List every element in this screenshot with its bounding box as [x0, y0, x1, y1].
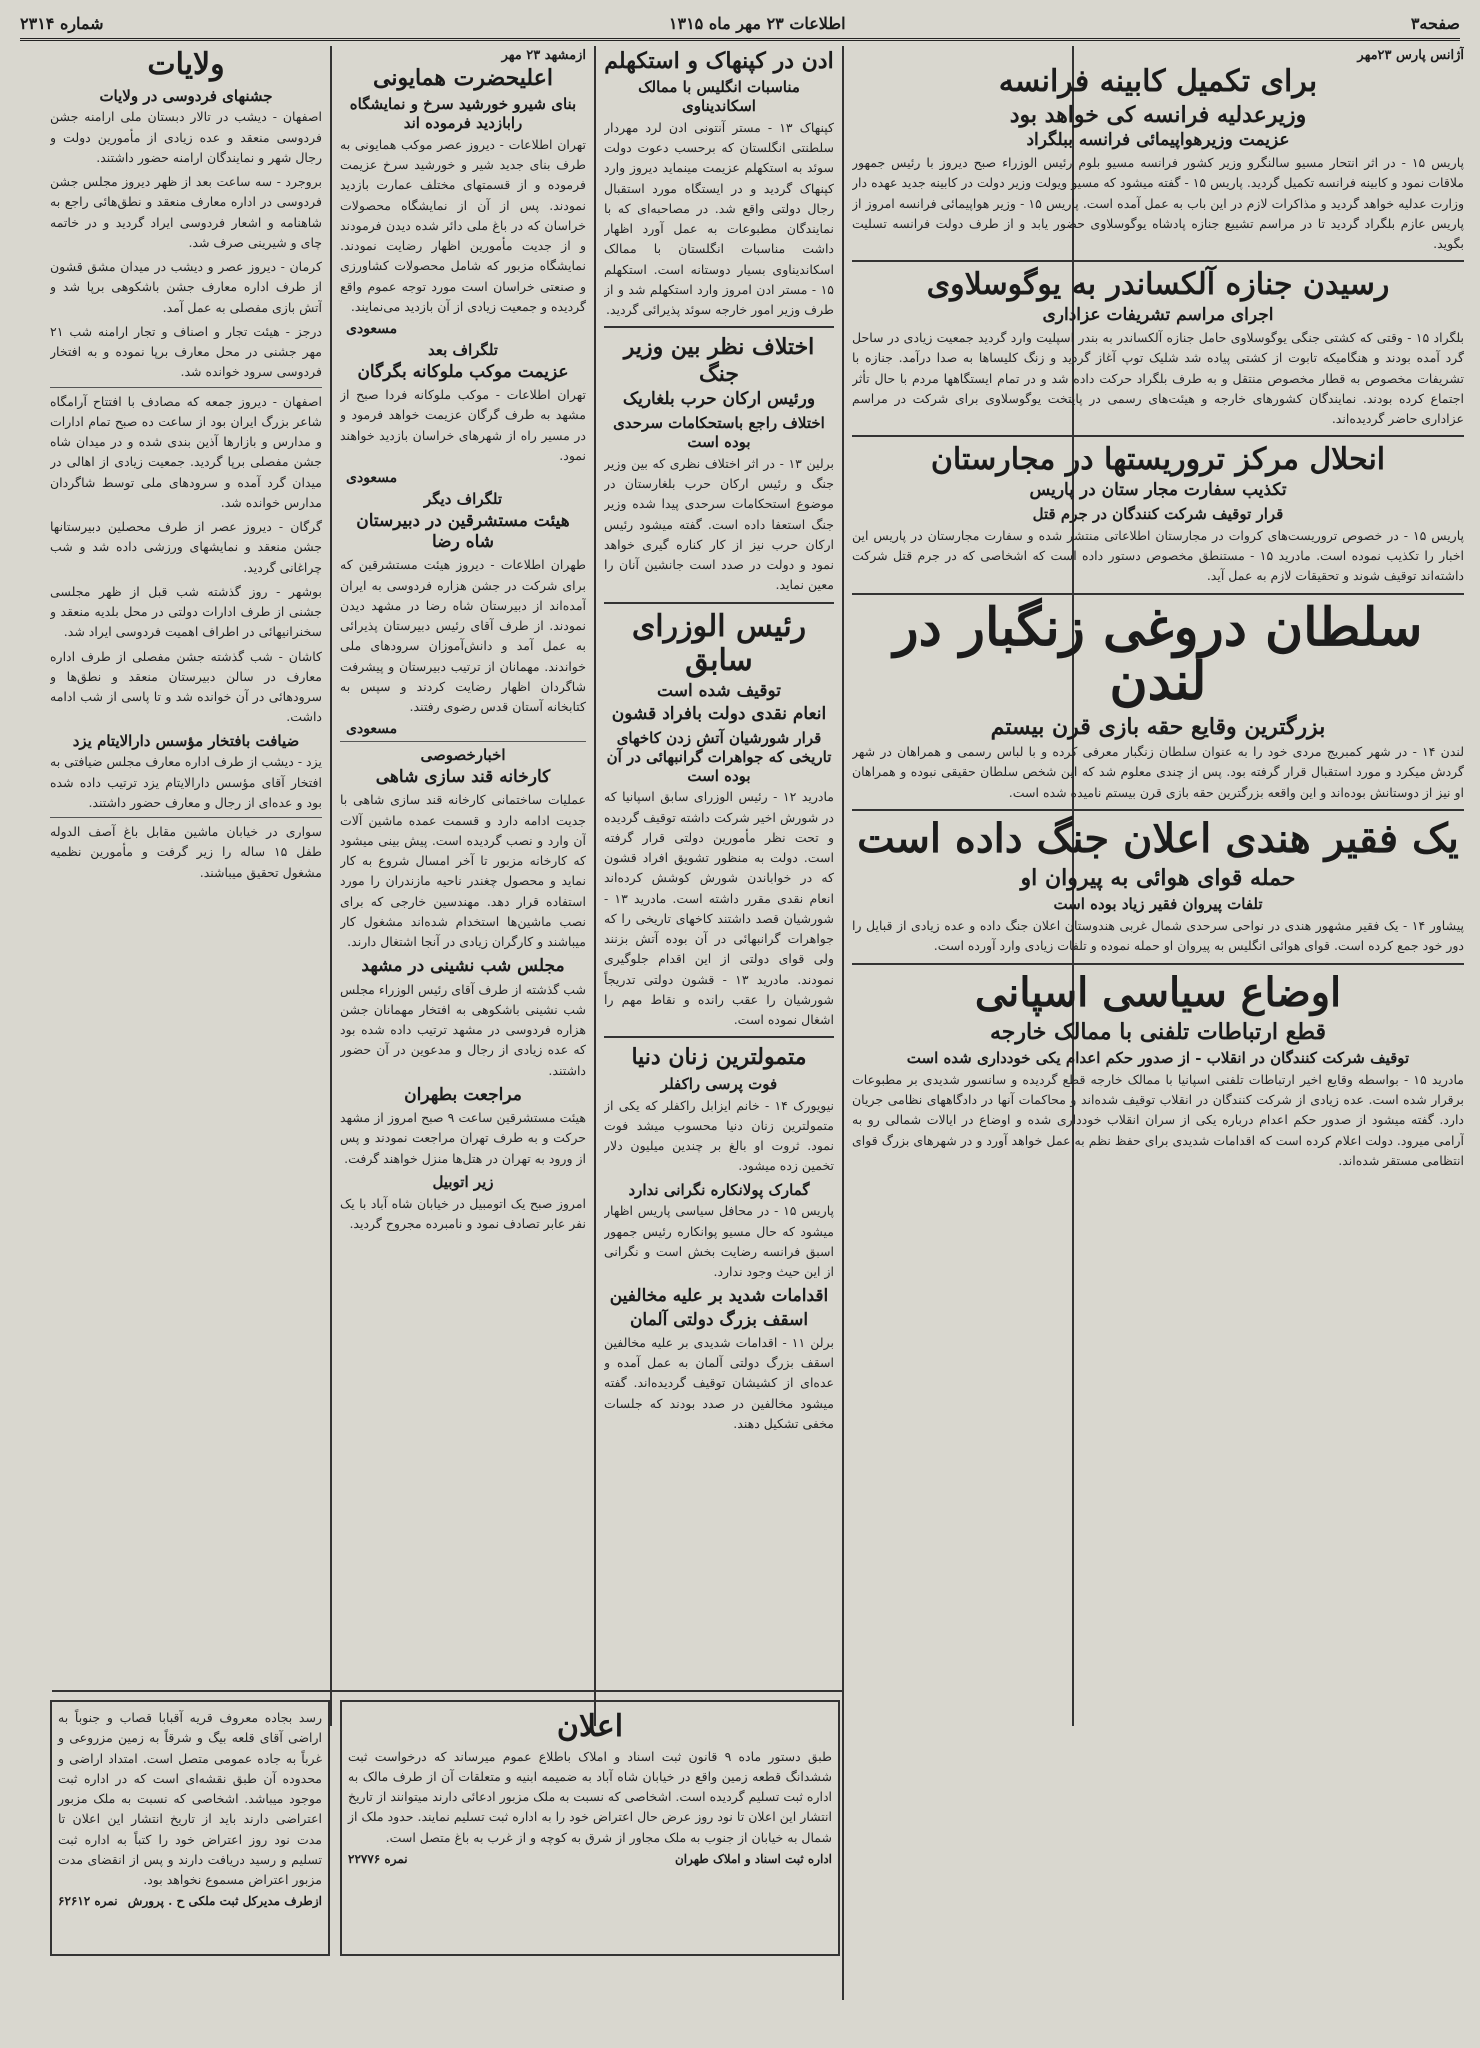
yugoslavia-body: بلگراد ۱۵ - وقتی که کشتی جنگی یوگوسلاوی حامل جنازه آلکساندر به بندر اسپلیت وارد گردید جمعیت زیادی در ساحل گرد آمده بودند و هنگامیکه تابوت از کشتی پیاده شد شلیک توپ آغاز گردید و زنگ کلیساها به صدا درآمد. جنازه با تشریفات مخصوص به قطار مخصوص منتقل و به طرف بلگراد حرکت داده شد و در تمام ایستگاهها مردم با حال تأثر اجتماع کرده بودند. نمایندگان کشورهای خارجه و هیئت‌های رسمی در پایتخت یوگوسلاوی برای شرکت در مراسم عزاداری حاضر گردیده‌اند. [852, 330, 1464, 427]
france-duty-headline: گمارک پولانکاره نگرانی ندارد [628, 1180, 810, 1199]
isfahan-item-2: اصفهان - دیروز جمعه که مصادف با افتتاح آرامگاه شاعر بزرگ ایران بود از ساعت ده صبح تمام ادارات و مدارس و بازارها آذین بندی شده و در میدان شاه جشن مفصلی برپا گردید. جمعیت زیادی از اهالی در میدان گرد آمده و سرودهای ملی توسط شاگردان مدارس خوانده شد. [50, 393, 322, 510]
hungary-subhead-2: قرار توقیف شرکت کنندگان در جرم قتل [1032, 505, 1284, 524]
india-subhead-2: تلفات پیروان فقیر زیاد بوده است [1053, 895, 1263, 914]
column-world-news [852, 46, 1464, 2000]
london-headline: سلطان دروغی زنگبار در لندن [893, 596, 1423, 713]
royal-signature: مسعودی [346, 321, 398, 338]
former-pm-body: مادرید ۱۲ - رئیس الوزرای سابق اسپانیا که در شورش اخیر شرکت داشته توقیف گردیده و تحت نظر مأمورین دولتی قرار گرفته است. دولت به منظور تشویق افراد قشون که در خواباندن شورش کوشش کرده‌اند انعام نقدی مقرر داشته است. مادرید ۱۳ - شورشیان قصد داشتند کاخهای تاریخی را که جواهرات گرانبهائی در آن بوده آتش بزنند ولی قوای دولتی از این اقدام جلوگیری نمودند. مادرید ۱۳ - قشون دولتی تدریجاً شورشیان را عقب رانده و نقاط مهم را اشغال نموده است. [604, 789, 834, 1028]
yugoslavia-headline: رسیدن جنازه آلکساندر به یوگوسلاوی [926, 267, 1390, 303]
return-headline: مراجعت بطهران [404, 1084, 522, 1105]
royal-headline: اعلیحضرت همایونی [373, 65, 553, 91]
column-rule [842, 46, 844, 2000]
spain-headline: اوضاع سیاسی اسپانی [974, 968, 1342, 1016]
column-rule [594, 46, 596, 1726]
germany-body: برلن ۱۱ - اقدامات شدیدی بر علیه مخالفین اسقف بزرگ دولتی آلمان به عمل آمده و عده‌ای از کشیشان توقیف گردیده‌اند. گفته میشود مخالفین در صدد بودند که جلسات مخفی تشکیل دهند. [604, 1334, 834, 1431]
ad-body: طبق دستور ماده ۹ قانون ثبت اسناد و املاک باطلاع عموم میرساند که درخواست ثبت ششدانگ قطعه زمین واقع در خیابان شاه آباد به ضمیمه ابنیه و متعلقات آن از طرف مالک به اداره ثبت تسلیم گردیده است. اشخاصی که نسبت به ملک مزبور ادعائی دارند میتوانند از تاریخ انتشار این اعلان تا نود روز عرض حال اعتراض خود را به اداره ثبت تسلیم نمایند. حدود ملک از شمال به خیابان از جنوب به ملک مجاور از شرق به کوچه و از غرب به باغ متصل است. [348, 1748, 832, 1845]
yugoslavia-subhead: اجرای مراسم تشریفات عزاداری [1042, 304, 1274, 325]
spain-body: مادرید ۱۵ - بواسطه وقایع اخیر ارتباطات تلفنی اسپانیا با ممالک خارجه قطع گردیده و سانسور شدیدی بر مطبوعات برقرار شده است. عده زیادی از شرکت کنندگان در انقلاب توقیف شده‌اند و محاکمات آنها در دادگاههای نظامی جریان دارد. گفته میشود از صدور حکم اعدام درباره یکی از سران انقلاب خودداری شده و اوضاع در ایالات شمالی رو به آرامی میرود. دولت اعلام کرده است که اقدامات شدیدی برای حفظ نظم به عمل خواهد آورد و در شهرهای بزرگ قوای انتظامی مستقر شده‌اند. [852, 1071, 1464, 1168]
telegraph2-label: تلگراف دیگر [423, 490, 503, 509]
gorgan-item: گرگان - دیروز عصر از طرف محصلین دبیرستانها جشن منعقد و نمایشهای ورزشی داده شد و شب چراغانی گردید. [50, 519, 322, 575]
legal-notice-box [50, 1700, 330, 1956]
france-duty-body: پاریس ۱۵ - در محافل سیاسی پاریس اظهار میشود که حال مسیو پوانکاره رئیس جمهور اسبق فرانسه رضایت بخش است و نگرانی از این حیث وجود ندارد. [604, 1203, 834, 1280]
honor-body: یزد - دیشب از طرف اداره معارف مجلس ضیافتی به افتخار آقای مؤسس دارالایتام یزد ترتیب داده شده بود و عده‌ای از رجال و معارف حضور داشتند. [50, 754, 322, 810]
former-pm-headline: رئیس الوزرای سابق [631, 608, 807, 679]
orientalists-signature: مسعودی [346, 721, 398, 738]
germany-subhead: اسقف بزرگ دولتی آلمان [629, 1309, 809, 1330]
kashan-item: کاشان - شب گذشته جشن مفصلی از طرف اداره معارف در سالن دبیرستان منعقد و نطق‌ها و سرودهائی در آن خوانده شد و تا پاسی از شب ادامه داشت. [50, 648, 322, 725]
london-subhead: بزرگترین وقایع حقه بازی قرن بیستم [990, 713, 1326, 740]
orientalists-headline: هیئت مستشرقین در دبیرستان شاه رضا [356, 510, 570, 553]
bushehr-item: بوشهر - روز گذشته شب قبل از ظهر مجلسی جشنی از طرف ادارات دولتی در محل بلدیه منعقد و سخنرانیهائی در اطراف اهمیت فردوسی ایراد شد. [50, 583, 322, 640]
legal-notice-signature: ازطرف مدیرکل ثبت ملکی ح . پرورش [127, 1894, 322, 1909]
spain-subhead-2: توقیف شرکت کنندگان در انقلاب - از صدور حکم اعدام یکی خودداری شده است [906, 1049, 1410, 1067]
france-subhead-2: عزیمت وزیرهواپیمائی فرانسه ببلگراد [1026, 129, 1290, 150]
germany-headline: اقدامات شدید بر علیه مخالفین [609, 1286, 829, 1307]
sugar-headline: کارخانه قند سازی شاهی [375, 767, 551, 788]
column-rule [330, 46, 332, 1726]
departure-headline: عزیمت موکب ملوکانه بگرگان [357, 361, 569, 382]
advertisement-box [340, 1700, 840, 1956]
dateline: آژانس پارس ۲۳مهر [1357, 48, 1464, 63]
eden-subhead: مناسبات انگلیس با ممالک اسکاندیناوی [638, 78, 800, 116]
car-accident-headline: زیر اتوبیل [432, 1172, 494, 1191]
eden-body: کپنهاک ۱۳ - مستر آنتونی ادن لرد مهردار سلطنتی انگلستان که برحسب دعوت دولت سوئد به استکهلم عزیمت مینماید دیروز وارد کپنهاک گردید و در ایستگاه مورد استقبال رجال دولتی واقع شد. در مصاحبه‌ای که با نمایندگان مطبوعات به عمل آورد اظهار داشت مناسبات انگلستان با ممالک اسکاندیناوی بسیار دوستانه است. استکهلم ۱۵ - مستر ادن امروز وارد استکهلم شد و از طرف وزیر امور خارجه سوئد پذیرائی گردید. [604, 119, 834, 318]
ad-headline: اعلان [556, 1709, 624, 1744]
rich-woman-body: نیویورک ۱۴ - خانم ایزابل راکفلر که یکی از متمولترین زنان دنیا محسوب میشد فوت نمود. ثروت او بالغ بر چندین میلیون دلار تخمین زده میشود. [604, 1097, 834, 1174]
return-body: هیئت مستشرقین ساعت ۹ صبح امروز از مشهد حرکت و به طرف تهران مراجعت نمودند و پس از ورود به تهران در هتل‌ها منزل خواهند گرفت. [340, 1110, 586, 1166]
dateline-mashhad: ازمشهد ۲۳ مهر [501, 48, 586, 63]
mourning-headline: مجلس شب نشینی در مشهد [361, 956, 565, 977]
former-pm-subhead: توقیف شده است [657, 680, 781, 701]
isfahan-item: اصفهان - دیشب در تالار دبستان ملی ارامنه جشن فردوسی منعقد و عده زیادی از مأمورین دولت و رجال شهر و نمایندگان ارامنه حضور داشتند. [50, 109, 322, 165]
legal-notice-body: رسد بجاده معروف قریه آقبابا قصاب و جنوباً به اراضی آقای قلعه بیگ و شرقاً به زمین مزروعی و غرباً به جاده عمومی متصل است. امتداد اراضی و محدوده آن طبق نقشه‌ای است که در اداره ثبت موجود میباشد. اشخاصی که نسبت به ملک مزبور اعتراضی دارند باید از تاریخ انتشار این اعلان تا مدت نود روز اعتراض خود را کتباً به اداره ثبت تسلیم و رسید دریافت دارند و پس از انقضای مدت مزبور اعتراض مسموع نخواهد بود. [58, 1710, 322, 1887]
bulgaria-body: برلین ۱۳ - در اثر اختلاف نظری که بین وزیر جنگ و رئیس ارکان حرب بلغارستان در موضوع استحکامات سرحدی پیدا شده وزیر جنگ استعفا داده است. گفته میشود رئیس ارکان حرب نیز از کار کناره گیری خواهد نمود و دولت در صدد است جانشین آنان را معین نماید. [604, 455, 834, 593]
hungary-body: پاریس ۱۵ - در خصوص تروریست‌های کروات در مجارستان اطلاعاتی منتشر شده و سفارت مجارستان در پاریس این اخبار را تکذیب نموده است. مادرید ۱۵ - مستنطق مخصوص دستور داده است که اشخاصی که در جرم قتل شرکت داشته‌اند توقیف شوند و تحقیقات لازم به عمل آید. [852, 527, 1464, 584]
ad-signature: اداره ثبت اسناد و املاک طهران [674, 1851, 832, 1866]
provinces-subhead: جشنهای فردوسی در ولایات [99, 86, 273, 105]
orientalists-body: طهران اطلاعات - دیروز هیئت مستشرقین که برای شرکت در جشن هزاره فردوسی به ایران آمده‌اند از دبیرستان شاه رضا در مشهد دیدن نمودند. از طرف آقای رئیس دبیرستان پذیرائی به عمل آمد و دانش‌آموزان سرودهای ملی خواندند. مهمانان از ترتیب دبیرستان و پیشرفت شاگردان اظهار رضایت کردند و سپس به کتابخانه آستان قدس رضوی رفتند. [340, 557, 586, 715]
royal-subhead: بنای شیرو خورشید سرخ و نمایشگاه رابازدید فرموده اند [349, 95, 577, 133]
issue-label: شماره ۲۳۱۴ [20, 13, 104, 33]
france-body: پاریس ۱۵ - در اثر انتحار مسیو سالنگرو وزیر کشور فرانسه مسیو بلوم رئیس الوزراء صبح دیروز با رئیس جمهور ملاقات نمود و کابینه فرانسه تکمیل گردید. پاریس ۱۵ - گفته میشود که مسیو ویولت وزیر دولت در کابینه جدید عهده دار وزارت عدلیه خواهد گردید و مذاکرات لازم در این باب به عمل آمده است. پاریس ۱۵ - وزیر هواپیمائی فرانسه امروز از پاریس عازم بلگراد گردید تا در مراسم تشییع جنازه پادشاه یوگوسلاوی حضور یابد و از طرف دولت فرانسه تسلیت بگوید. [852, 155, 1464, 252]
car-accident-body: امروز صبح یک اتومبیل در خیابان شاه آباد با یک نفر عابر تصادف نمود و نامبرده مجروح گردید. [340, 1195, 586, 1231]
bulgaria-subhead-2: اختلاف راجع باستحکامات سرحدی بوده است [613, 414, 825, 452]
departure-signature: مسعودی [346, 470, 398, 487]
newspaper-date: اطلاعات ۲۳ مهر ماه ۱۳۱۵ [668, 13, 846, 33]
page-label: صفحه۳ [1410, 13, 1460, 33]
france-headline: برای تکمیل کابینه فرانسه [998, 64, 1318, 99]
column-provinces [50, 46, 322, 1682]
london-body: لندن ۱۴ - در شهر کمبریج مردی خود را به عنوان سلطان زنگبار معرفی کرده و با لباس رسمی و همراهان در شهر گردش میکرد و مورد استقبال قرار گرفته بود. پس از چندی معلوم شد که این شخص سلطان حقیقی نبوده و همراهان او نیز از دوستانش بوده‌اند و این واقعه بزرگترین حقه بازی قرن بیستم نامیده شده است. [852, 744, 1464, 800]
former-pm-subhead-3: قرار شورشیان آتش زدن کاخهای تاریخی که جواهرات گرانبهائی در آن بوده است [606, 729, 832, 785]
telegraph-label: تلگراف بعد [428, 341, 498, 360]
rich-woman-subhead: فوت پرسی راکفلر [660, 1074, 778, 1093]
india-subhead: حمله قوای هوائی به پیروان او [1020, 864, 1296, 891]
spain-subhead: قطع ارتباطات تلفنی با ممالک خارجه [990, 1018, 1326, 1045]
accident-notice: سواری در خیابان ماشین مقابل باغ آصف الدوله طفل ۱۵ ساله را زیر گرفت و مأمورین نظمیه مشغول تحقیق میباشند. [50, 824, 322, 880]
bulgaria-headline: اختلاف نظر بین وزیر جنگ [623, 334, 815, 387]
honor-headline: ضیافت بافتخار مؤسس دارالایتام یزد [72, 731, 300, 750]
masthead [20, 8, 1460, 41]
departure-body: تهران اطلاعات - موکب ملوکانه فردا صبح از مشهد به طرف گرگان عزیمت خواهد فرمود و در مسیر راه از شهرهای خراسان بازدید خواهند نمود. [340, 387, 586, 463]
ad-number: نمره ۲۲۷۷۶ [348, 1851, 408, 1866]
mourning-body: شب گذشته از طرف آقای رئیس الوزراء مجلس شب نشینی باشکوهی به افتخار مهمانان جشن هزاره فردوسی در مشهد ترتیب داده شده بود که عده زیادی از رجال و مدعوین در آن حضور داشتند. [340, 981, 586, 1078]
former-pm-subhead-2: انعام نقدی دولت بافراد قشون [611, 703, 827, 724]
hungary-headline: انحلال مرکز تروریستها در مجارستان [930, 442, 1386, 478]
kerman-item: کرمان - دیروز عصر و دیشب در میدان مشق قشون از طرف اداره معارف جشن باشکوهی برپا شد و آتش بازی مفصلی به عمل آمد. [50, 259, 322, 315]
borujerd-item: بروجرد - سه ساعت بعد از ظهر دیروز مجلس جشن فردوسی در اداره معارف منعقد و نطق‌هائی راجع به شاهنامه و اشعار فردوسی ایراد گردید و در خاتمه چای و شیرینی صرف شد. [50, 174, 322, 250]
royal-body: تهران اطلاعات - دیروز عصر موکب همایونی به طرف بنای جدید شیر و خورشید سرخ عزیمت فرموده و از قسمتهای مختلف عمارت بازدید نمودند. پس از آن از نمایشگاه محصولات خراسان که در باغ ملی دائر شده دیدن فرمودند و از جدیت مأمورین اظهار رضایت نمودند. نمایشگاه مزبور که شامل محصولات کشاورزی و صنعتی خراسان است مورد توجه عموم واقع گردیده و جمعیت زیادی از آن بازدید می‌نمایند. [340, 136, 586, 314]
france-subhead: وزیرعدلیه فرانسه کی خواهد بود [1009, 101, 1307, 128]
dargaz-item: درجز - هیئت تجار و اصناف و تجار ارامنه شب ۲۱ مهر جشنی در محل معارف برپا نموده و به افتخار فردوسی سرود خوانده شد. [50, 323, 322, 380]
bulgaria-subhead: ورئیس ارکان حرب بلغاریک [622, 389, 816, 410]
india-headline: یک فقیر هندی اعلان جنگ داده است [857, 814, 1459, 862]
column-domestic [340, 46, 586, 1682]
eden-headline: ادن در کپنهاک و استکهلم [604, 48, 834, 74]
hungary-subhead: تکذیب سفارت مجار ستان در پاریس [1029, 479, 1287, 500]
india-body: پیشاور ۱۴ - یک فقیر مشهور هندی در نواحی سرحدی شمال غربی هندوستان اعلان جنگ داده و عده زیادی از قبایل را دور خود جمع کرده است. قوای هوائی انگلیس به پیروان او حمله نموده و تلفات زیادی وارد آورده است. [852, 918, 1464, 954]
legal-notice-number: نمره ۶۲۶۱۲ [58, 1894, 118, 1909]
special-label: اخبارخصوصی [420, 746, 506, 765]
provinces-headline: ولایات [147, 47, 225, 82]
rich-woman-headline: متمولترین زنان دنیا [631, 1044, 807, 1071]
sugar-body: عملیات ساختمانی کارخانه قند سازی شاهی با جدیت ادامه دارد و قسمت عمده ماشین آلات آن وارد و نصب گردیده است. پیش بینی میشود که کارخانه مزبور تا آخر امسال شروع به کار نماید و محصول چغندر ناحیه مازندران را مورد استفاده قرار دهد. مهندسین خارجی که برای نصب ماشین‌ها استخدام شده‌اند مشغول کار میباشند و کارگران زیادی در آنجا اشتغال دارند. [340, 792, 586, 950]
